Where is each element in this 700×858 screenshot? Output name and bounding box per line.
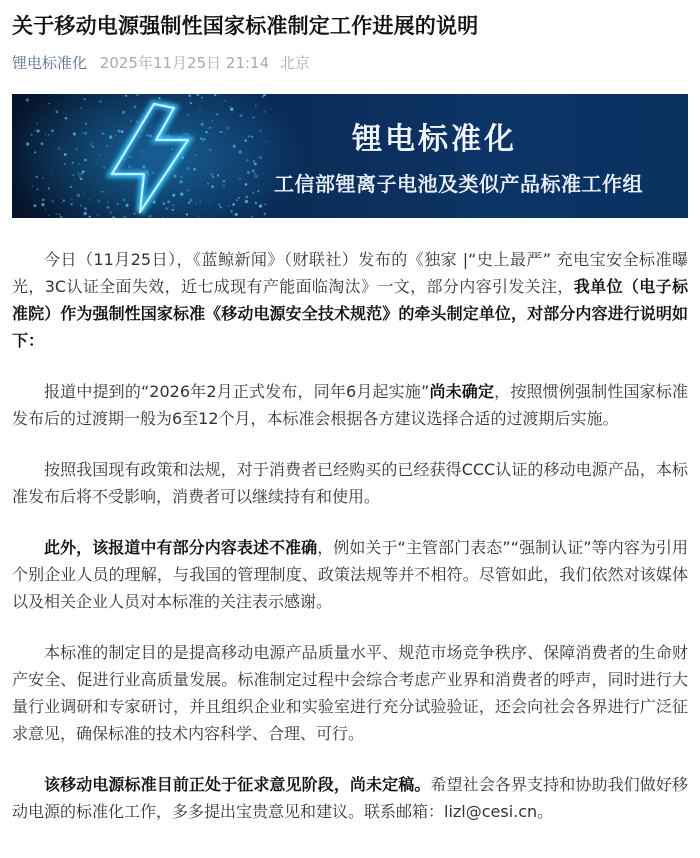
article-title: 关于移动电源强制性国家标准制定工作进展的说明 bbox=[12, 14, 479, 38]
paragraph-1 bbox=[12, 246, 688, 354]
paragraph-text: ，例如关于“主管部门表态”“强制认证”等内容为引用个别企业人员的理解，与我国的管理制度、政策法规等并不相符。尽管如此，我们依然对该媒体以及相关企业人员对本标准的关注表示感谢。 bbox=[12, 538, 688, 611]
banner-title: 锂电标准化 bbox=[352, 122, 517, 157]
publish-date: 2025年11月25日 21:14 bbox=[99, 54, 270, 72]
paragraph-bold-text: 该移动电源标准目前正处于征求意见阶段，尚未定稿。 bbox=[44, 775, 431, 794]
paragraph-3 bbox=[12, 456, 688, 510]
banner-subtitle: 工信部锂离子电池及类似产品标准工作组 bbox=[274, 172, 643, 196]
publish-location: 北京 bbox=[279, 54, 310, 72]
paragraph-5 bbox=[12, 639, 688, 747]
paragraph-bold-text: 我单位（电子标准院）作为强制性国家标准《移动电源安全技术规范》的牵头制定单位，对部分内容进行说明如下： bbox=[12, 277, 688, 350]
paragraph-text: 本标准的制定目的是提高移动电源产品质量水平、规范市场竞争秩序、保障消费者的生命财产安全、促进行业高质量发展。标准制定过程中会综合考虑产业界和消费者的呼声，同时进行大量行业调研和专家研讨，并且组织企业和实验室进行充分试验验证，还会向社会各界进行广泛征求意见，确保标准的技术内容科学、合理、可行。 bbox=[12, 643, 688, 743]
banner-image bbox=[12, 94, 688, 218]
paragraph-text: 今日（11月25日），《蓝鲸新闻》（财联社）发布的《独家 |“史上最严” 充电宝安全标准曝光，3C认证全面失效，近七成现有产能面临淘汰》一文，部分内容引发关注， bbox=[12, 250, 688, 296]
article-meta bbox=[12, 53, 688, 73]
account-name-link[interactable]: 锂电标准化 bbox=[12, 54, 88, 72]
paragraph-text: 按照我国现有政策和法规，对于消费者已经购买的已经获得CCC认证的移动电源产品，本标准发布后将不受影响，消费者可以继续持有和使用。 bbox=[12, 460, 688, 506]
article-body bbox=[12, 246, 688, 825]
paragraph-text: 报道中提到的“2026年2月正式发布，同年6月起实施” bbox=[44, 382, 430, 401]
paragraph-6 bbox=[12, 771, 688, 825]
paragraph-text: 希望社会各界支持和协助我们做好移动电源的标准化工作，多多提出宝贵意见和建议。联系邮箱：lizl@cesi.cn。 bbox=[12, 775, 688, 821]
paragraph-2 bbox=[12, 378, 688, 432]
lightning-bolt-icon bbox=[12, 94, 688, 218]
paragraph-bold-text: 此外，该报道中有部分内容表述不准确 bbox=[44, 538, 318, 557]
paragraph-4 bbox=[12, 534, 688, 615]
paragraph-text: ，按照惯例强制性国家标准发布后的过渡期一般为6至12个月，本标准会根据各方建议选择合适的过渡期后实施。 bbox=[12, 382, 688, 428]
paragraph-bold-text: 尚未确定 bbox=[429, 382, 495, 401]
